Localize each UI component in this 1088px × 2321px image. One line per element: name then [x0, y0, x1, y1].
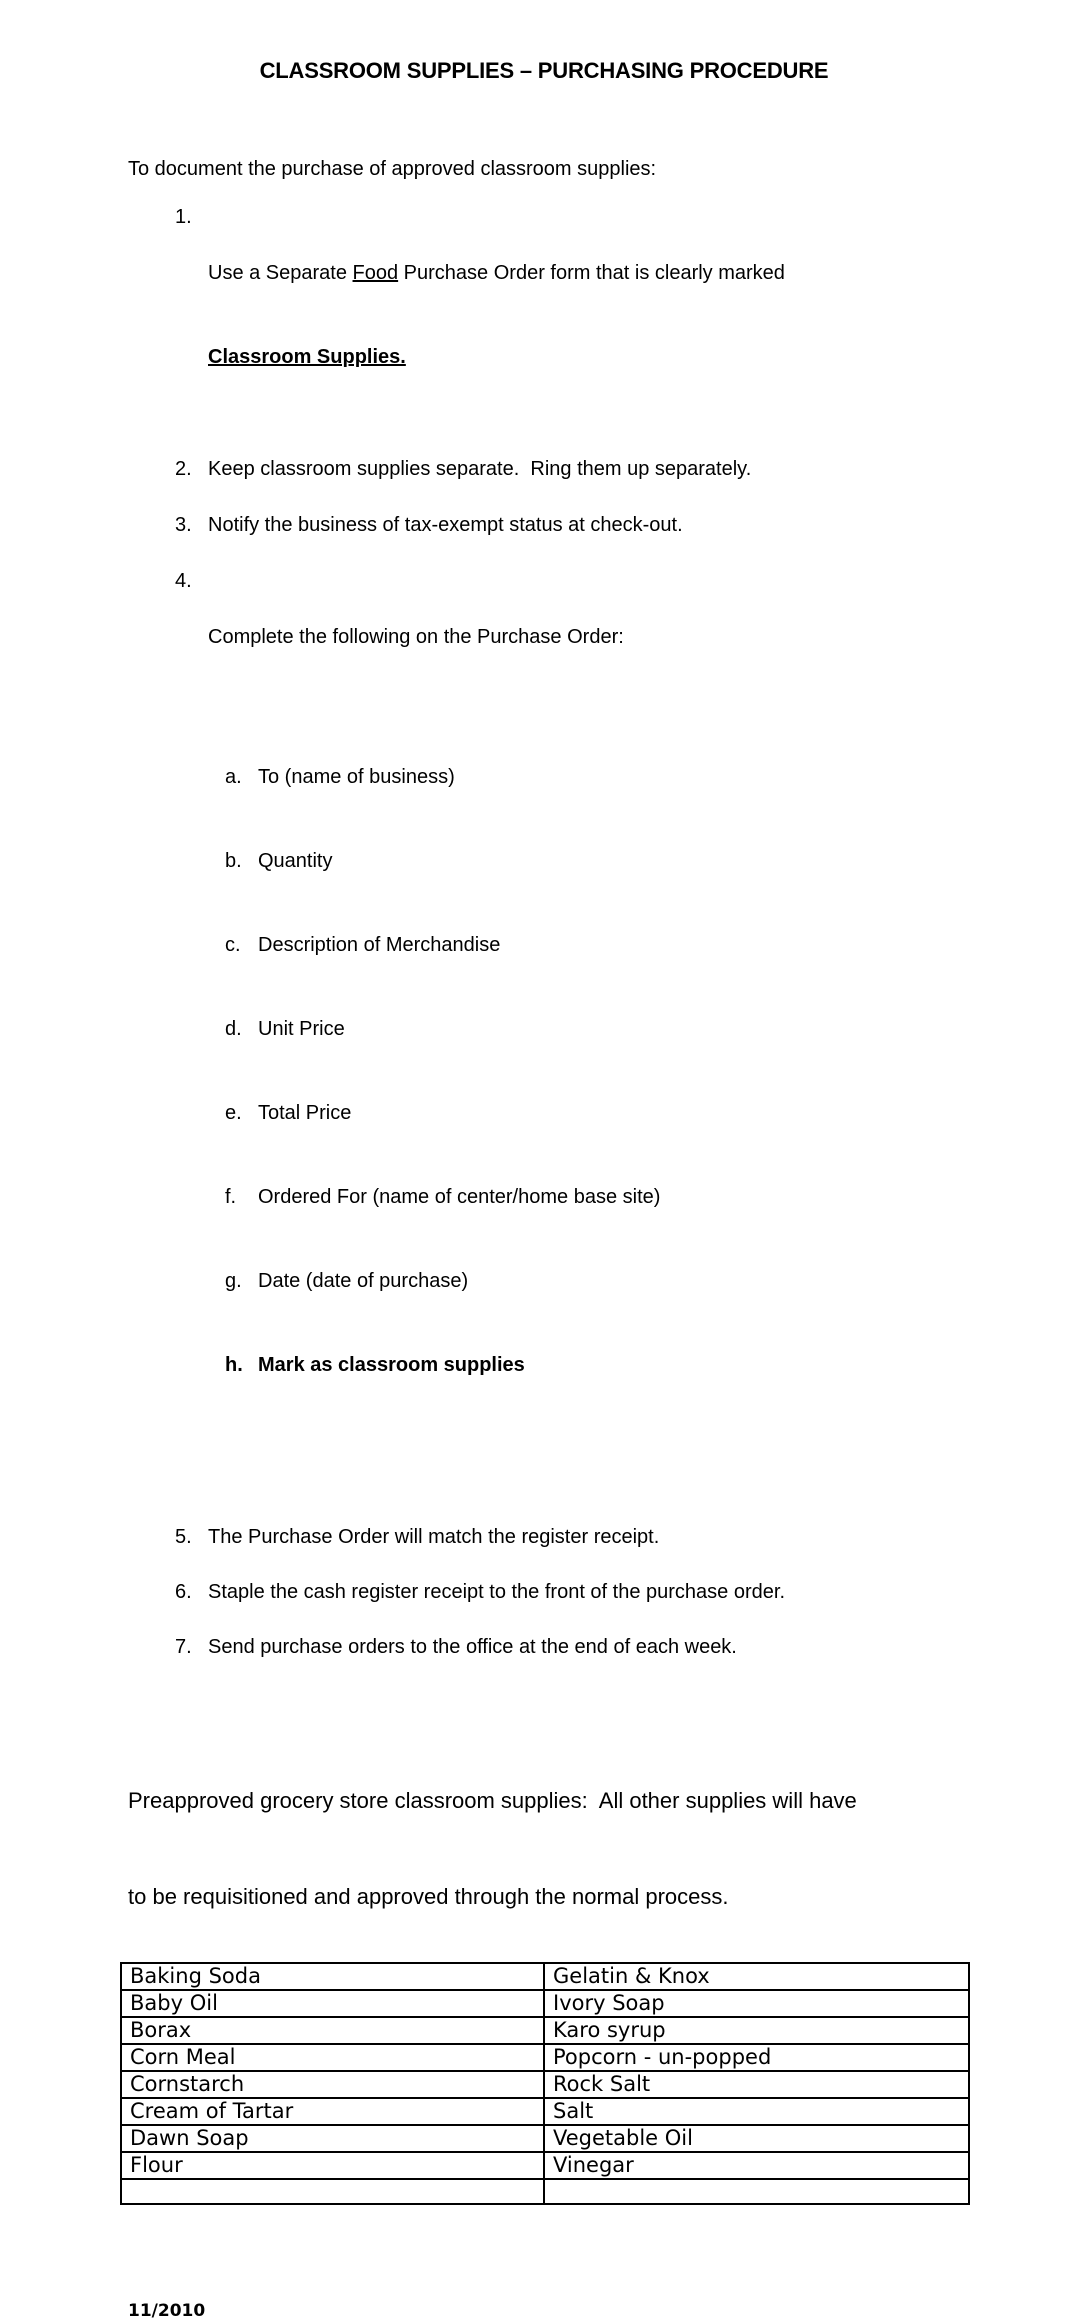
list-item-number: 6. — [175, 1581, 192, 1603]
table-row — [121, 1963, 969, 1990]
table-row — [121, 2071, 969, 2098]
table-row — [121, 2098, 969, 2125]
supply-cell: Karo syrup — [544, 2017, 969, 2044]
footer-date: 11/2010 — [128, 2301, 206, 2321]
list-item-text — [208, 203, 785, 427]
list-item — [175, 511, 1088, 539]
sub-list-item — [225, 1099, 660, 1127]
list-item — [175, 203, 1088, 427]
table-row — [121, 1990, 969, 2017]
sub-item-letter: e. — [225, 1102, 242, 1124]
supply-cell: Cream of Tartar — [121, 2098, 544, 2125]
sub-list-item — [225, 1183, 660, 1211]
step1-seg1: Use a Separate — [208, 262, 353, 284]
sub-list-item — [225, 1015, 660, 1043]
step1-line2-bold-underline: Classroom Supplies. — [208, 346, 406, 368]
list-item-number: 3. — [175, 514, 192, 536]
supply-cell: Salt — [544, 2098, 969, 2125]
list-item-number: 7. — [175, 1636, 192, 1658]
supply-cell: Vinegar — [544, 2152, 969, 2179]
list-item-number: 2. — [175, 458, 192, 480]
list-item-number: 4. — [175, 570, 192, 592]
preapproved-supplies-table — [120, 1962, 970, 2205]
supply-cell: Baby Oil — [121, 1990, 544, 2017]
list-item — [175, 1578, 1088, 1606]
sub-list-item-bold — [225, 1351, 660, 1379]
supply-cell: Rock Salt — [544, 2071, 969, 2098]
table-row-empty — [121, 2179, 969, 2204]
supply-cell: Popcorn - un-popped — [544, 2044, 969, 2071]
list-item-text: Keep classroom supplies separate. Ring them up separately. — [208, 458, 752, 480]
list-item — [175, 1523, 1088, 1551]
sub-list-item — [225, 763, 660, 791]
sub-item-letter: f. — [225, 1186, 237, 1208]
sub-list — [225, 707, 660, 1435]
list-item — [175, 1633, 1088, 1661]
preapproved-note — [128, 1721, 1088, 1945]
sub-item-letter: h. — [225, 1354, 243, 1376]
supply-cell — [121, 2179, 544, 2204]
list-item-text — [208, 567, 660, 1491]
supply-cell: Dawn Soap — [121, 2125, 544, 2152]
sub-item-text: Description of Merchandise — [258, 934, 501, 956]
procedure-list — [175, 203, 1088, 1661]
step1-underlined-word: Food — [352, 262, 399, 284]
preapproved-note-line1: Preapproved grocery store classroom supplies: All other supplies will have — [128, 1788, 857, 1813]
list-item — [175, 455, 1088, 483]
sub-list-item — [225, 931, 660, 959]
sub-item-text: Quantity — [258, 850, 333, 872]
supply-cell: Cornstarch — [121, 2071, 544, 2098]
sub-item-text: Date (date of purchase) — [258, 1270, 469, 1292]
list-item-number: 5. — [175, 1526, 192, 1548]
list-item-text: Send purchase orders to the office at the end of each week. — [208, 1636, 737, 1658]
list-item-number: 1. — [175, 206, 192, 228]
sub-list-item — [225, 847, 660, 875]
sub-item-text: Ordered For (name of center/home base site) — [258, 1186, 661, 1208]
supply-cell: Gelatin & Knox — [544, 1963, 969, 1990]
page-title: CLASSROOM SUPPLIES – PURCHASING PROCEDURE — [259, 58, 829, 83]
sub-item-letter: a. — [225, 766, 242, 788]
step1-line1 — [208, 259, 785, 287]
preapproved-note-line2: to be requisitioned and approved through the normal process. — [128, 1884, 729, 1909]
sub-item-letter: b. — [225, 850, 242, 872]
step4-heading: Complete the following on the Purchase Order: — [208, 626, 624, 648]
supply-cell — [544, 2179, 969, 2204]
list-item-text: Staple the cash register receipt to the front of the purchase order. — [208, 1581, 786, 1603]
step1-seg2: Purchase Order form that is clearly marked — [398, 262, 785, 284]
supply-cell: Borax — [121, 2017, 544, 2044]
sub-item-text: Mark as classroom supplies — [258, 1354, 525, 1376]
table-row — [121, 2044, 969, 2071]
supply-cell: Baking Soda — [121, 1963, 544, 1990]
intro-text: To document the purchase of approved classroom supplies: — [128, 158, 657, 180]
sub-item-text: Unit Price — [258, 1018, 345, 1040]
list-item — [175, 567, 1088, 1491]
supply-cell: Flour — [121, 2152, 544, 2179]
sub-item-text: To (name of business) — [258, 766, 455, 788]
supply-cell: Vegetable Oil — [544, 2125, 969, 2152]
sub-item-letter: d. — [225, 1018, 242, 1040]
supply-cell: Ivory Soap — [544, 1990, 969, 2017]
list-item-text: Notify the business of tax-exempt status at check-out. — [208, 514, 683, 536]
table-row — [121, 2017, 969, 2044]
sub-list-item — [225, 1267, 660, 1295]
list-item-text: The Purchase Order will match the register receipt. — [208, 1526, 660, 1548]
sub-item-letter: g. — [225, 1270, 242, 1292]
table-row — [121, 2125, 969, 2152]
sub-item-text: Total Price — [258, 1102, 352, 1124]
table-row — [121, 2152, 969, 2179]
sub-item-letter: c. — [225, 934, 241, 956]
supply-cell: Corn Meal — [121, 2044, 544, 2071]
